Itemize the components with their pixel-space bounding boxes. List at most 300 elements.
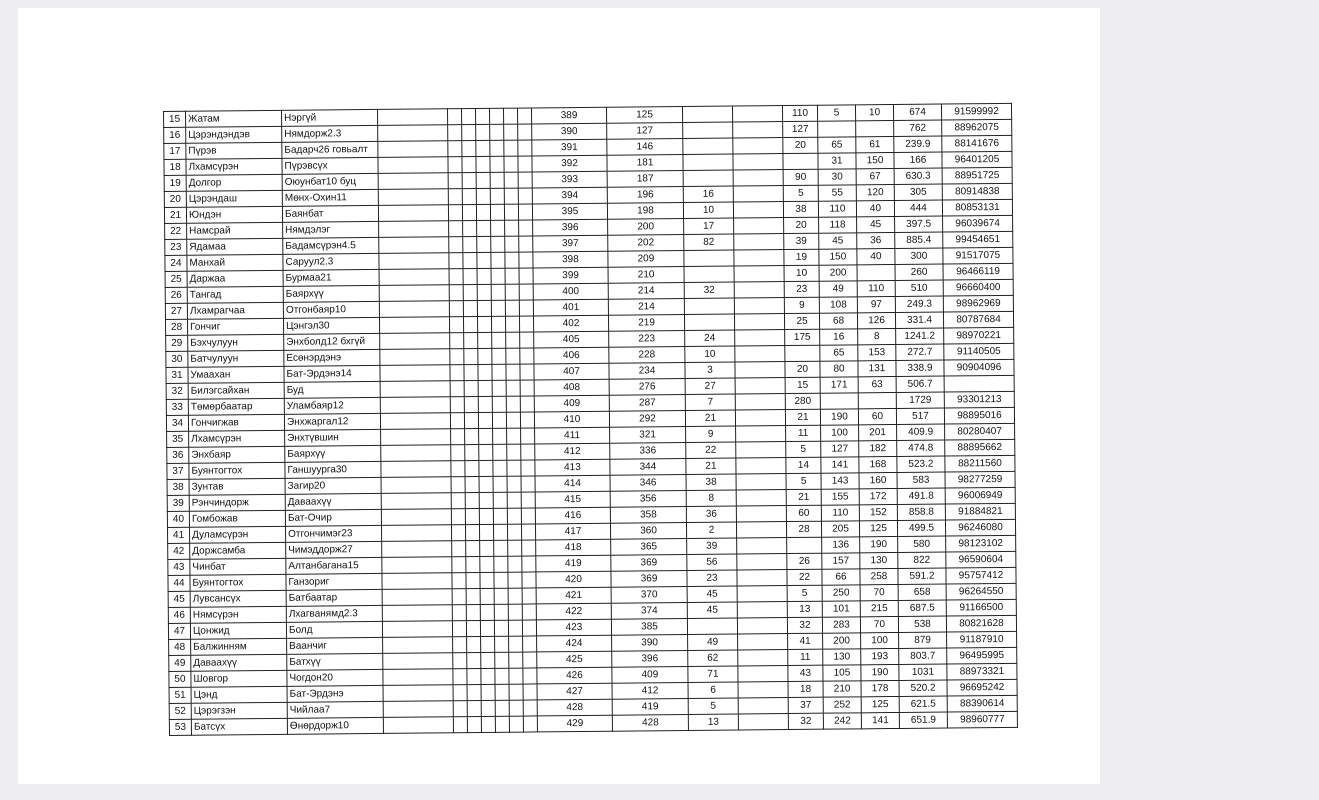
value-e-cell: 136 (822, 537, 860, 553)
empty-cell (462, 172, 476, 188)
father-name-cell: Нэргүй (281, 109, 377, 126)
phone-cell: 88895662 (945, 439, 1015, 456)
empty-cell (453, 685, 467, 701)
empty-cell (383, 701, 453, 718)
empty-cell (523, 636, 537, 652)
empty-cell (492, 364, 506, 380)
value-c-cell: 10 (683, 202, 733, 218)
empty-cell (495, 636, 509, 652)
empty-cell (453, 653, 467, 669)
empty-cell (494, 620, 508, 636)
value-c-cell (682, 106, 732, 122)
value-e-cell: 190 (820, 409, 858, 425)
phone-cell: 91884821 (945, 503, 1015, 520)
value-c-cell: 8 (686, 490, 736, 506)
value-a-cell: 421 (536, 587, 611, 604)
empty-cell (736, 490, 786, 506)
empty-cell (507, 476, 521, 492)
empty-cell (451, 525, 465, 541)
value-g-cell: 409.9 (897, 424, 945, 440)
value-d-cell: 10 (784, 265, 819, 281)
empty-cell (467, 652, 481, 668)
value-e-cell: 157 (822, 553, 860, 569)
value-c-cell: 21 (685, 410, 735, 426)
empty-cell (453, 637, 467, 653)
empty-cell (448, 125, 462, 141)
value-b-cell: 127 (607, 123, 683, 140)
empty-cell (480, 620, 494, 636)
value-g-cell: 658 (898, 584, 946, 600)
empty-cell (475, 108, 489, 124)
value-c-cell: 6 (688, 682, 738, 698)
empty-cell (494, 556, 508, 572)
father-name-cell: Отгончимэг23 (285, 525, 381, 542)
empty-cell (476, 172, 490, 188)
value-a-cell: 410 (534, 411, 609, 428)
value-a-cell: 397 (533, 235, 608, 252)
value-c-cell: 13 (688, 714, 738, 730)
phone-cell: 96401205 (942, 151, 1012, 168)
father-name-cell: Нямдорж2.3 (282, 125, 378, 142)
father-name-cell: Энхтүвшин (285, 429, 381, 446)
row-number-cell: 45 (168, 591, 190, 607)
name-cell: Лхамрагчаа (187, 302, 283, 319)
value-b-cell: 223 (609, 331, 685, 348)
value-g-cell: 1729 (896, 392, 944, 408)
empty-cell (494, 604, 508, 620)
value-e-cell: 141 (821, 457, 859, 473)
empty-cell (449, 285, 463, 301)
value-f-cell: 36 (857, 232, 895, 248)
empty-cell (507, 444, 521, 460)
empty-cell (522, 604, 536, 620)
empty-cell (383, 669, 453, 686)
empty-cell (463, 268, 477, 284)
empty-cell (467, 716, 481, 732)
empty-cell (466, 604, 480, 620)
value-g-cell: 762 (894, 120, 942, 136)
empty-cell (463, 284, 477, 300)
value-g-cell: 491.8 (897, 488, 945, 504)
empty-cell (509, 700, 523, 716)
phone-cell: 80914838 (942, 183, 1012, 200)
phone-cell: 98960777 (947, 711, 1017, 728)
value-c-cell: 49 (688, 634, 738, 650)
empty-cell (504, 140, 518, 156)
empty-cell (521, 492, 535, 508)
value-e-cell: 252 (823, 697, 861, 713)
empty-cell (451, 509, 465, 525)
value-c-cell: 82 (684, 234, 734, 250)
empty-cell (734, 266, 784, 282)
value-b-cell: 385 (611, 618, 687, 635)
empty-cell (379, 253, 449, 270)
empty-cell (519, 236, 533, 252)
empty-cell (479, 524, 493, 540)
value-e-cell: 16 (820, 329, 858, 345)
phone-cell: 99454651 (943, 231, 1013, 248)
value-e-cell (820, 393, 858, 409)
empty-cell (490, 124, 504, 140)
value-b-cell: 419 (612, 698, 688, 715)
empty-cell (494, 572, 508, 588)
empty-cell (732, 106, 782, 122)
empty-cell (495, 652, 509, 668)
empty-cell (448, 157, 462, 173)
empty-cell (476, 204, 490, 220)
value-c-cell: 24 (685, 330, 735, 346)
value-g-cell: 166 (894, 152, 942, 168)
value-b-cell: 344 (610, 458, 686, 475)
value-d-cell: 43 (788, 665, 823, 681)
empty-cell (379, 237, 449, 254)
empty-cell (489, 108, 503, 124)
empty-cell (477, 268, 491, 284)
empty-cell (505, 284, 519, 300)
empty-cell (519, 300, 533, 316)
value-g-cell: 580 (898, 536, 946, 552)
row-number-cell: 34 (166, 415, 188, 431)
value-a-cell: 418 (536, 539, 611, 556)
empty-cell (522, 620, 536, 636)
row-number-cell: 49 (169, 655, 191, 671)
empty-cell (463, 316, 477, 332)
value-g-cell: 510 (895, 280, 943, 296)
value-c-cell (684, 266, 734, 282)
value-a-cell: 419 (536, 555, 611, 572)
value-c-cell: 45 (687, 586, 737, 602)
value-g-cell: 517 (896, 408, 944, 424)
name-cell: Дуламсүрэн (189, 526, 285, 543)
empty-cell (383, 685, 453, 702)
empty-cell (519, 284, 533, 300)
value-c-cell (684, 298, 734, 314)
value-d-cell: 41 (788, 633, 823, 649)
father-name-cell: Баярхүү (283, 285, 379, 302)
empty-cell (522, 540, 536, 556)
value-b-cell: 409 (612, 666, 688, 683)
father-name-cell: Бурмаа21 (283, 269, 379, 286)
empty-cell (508, 588, 522, 604)
value-f-cell: 60 (858, 408, 896, 424)
value-e-cell: 200 (819, 265, 857, 281)
empty-cell (520, 364, 534, 380)
phone-cell: 96695242 (947, 679, 1017, 696)
father-name-cell: Есөнэрдэнэ (284, 349, 380, 366)
empty-cell (450, 381, 464, 397)
father-name-cell: Мөнх-Охин11 (282, 189, 378, 206)
empty-cell (477, 316, 491, 332)
value-f-cell: 110 (857, 280, 895, 296)
row-number-cell: 42 (168, 543, 190, 559)
phone-cell: 96495995 (947, 647, 1017, 664)
father-name-cell: Даваахүү (285, 493, 381, 510)
empty-cell (381, 509, 451, 526)
value-c-cell (683, 138, 733, 154)
value-f-cell: 150 (856, 152, 894, 168)
name-cell: Цэрэгзэн (191, 702, 287, 719)
empty-cell (492, 332, 506, 348)
father-name-cell: Чогдон20 (287, 669, 383, 686)
empty-cell (479, 492, 493, 508)
empty-cell (738, 714, 788, 730)
father-name-cell: Нямдэлэг (283, 221, 379, 238)
empty-cell (734, 298, 784, 314)
row-number-cell: 18 (164, 159, 186, 175)
empty-cell (523, 684, 537, 700)
value-b-cell: 390 (612, 634, 688, 651)
row-number-cell: 48 (169, 639, 191, 655)
empty-cell (379, 269, 449, 286)
value-e-cell: 127 (821, 441, 859, 457)
father-name-cell: Чийлаа7 (287, 701, 383, 718)
empty-cell (481, 716, 495, 732)
empty-cell (517, 108, 531, 124)
value-f-cell: 120 (856, 184, 894, 200)
empty-cell (380, 381, 450, 398)
empty-cell (493, 508, 507, 524)
empty-cell (449, 237, 463, 253)
empty-cell (733, 122, 783, 138)
value-b-cell: 374 (611, 602, 687, 619)
value-f-cell: 67 (856, 168, 894, 184)
value-a-cell: 416 (535, 507, 610, 524)
value-g-cell: 583 (897, 472, 945, 488)
row-number-cell: 17 (164, 143, 186, 159)
value-f-cell: 160 (859, 472, 897, 488)
value-b-cell: 287 (609, 394, 685, 411)
phone-cell: 88962075 (942, 119, 1012, 136)
value-f-cell: 125 (861, 696, 899, 712)
name-cell: Буянтогтох (190, 574, 286, 591)
row-number-cell: 50 (169, 671, 191, 687)
value-a-cell: 422 (536, 603, 611, 620)
row-number-cell: 43 (168, 559, 190, 575)
empty-cell (380, 349, 450, 366)
value-d-cell: 11 (788, 649, 823, 665)
empty-cell (448, 205, 462, 221)
name-cell: Даваахүү (191, 654, 287, 671)
value-a-cell: 392 (532, 155, 607, 172)
empty-cell (490, 188, 504, 204)
empty-cell (518, 140, 532, 156)
empty-cell (481, 652, 495, 668)
row-number-cell: 33 (166, 399, 188, 415)
empty-cell (383, 653, 453, 670)
empty-cell (736, 426, 786, 442)
value-e-cell: 143 (821, 473, 859, 489)
value-f-cell: 61 (856, 136, 894, 152)
father-name-cell: Баярхүү (285, 445, 381, 462)
phone-cell: 90904096 (944, 359, 1014, 376)
empty-cell (522, 556, 536, 572)
value-e-cell: 171 (820, 377, 858, 393)
value-c-cell: 32 (684, 282, 734, 298)
value-g-cell: 331.4 (895, 312, 943, 328)
empty-cell (382, 541, 452, 558)
empty-cell (736, 474, 786, 490)
value-g-cell: 474.8 (897, 440, 945, 456)
value-a-cell: 420 (536, 571, 611, 588)
value-e-cell: 105 (823, 665, 861, 681)
phone-cell: 96466119 (943, 263, 1013, 280)
value-e-cell (818, 121, 856, 137)
value-a-cell: 395 (532, 203, 607, 220)
row-number-cell: 31 (166, 367, 188, 383)
phone-cell: 96590604 (946, 551, 1016, 568)
value-b-cell: 428 (612, 714, 688, 731)
value-f-cell: 97 (857, 296, 895, 312)
empty-cell (381, 493, 451, 510)
name-cell: Даржаа (187, 270, 283, 287)
value-g-cell: 687.5 (898, 600, 946, 616)
father-name-cell: Батхүү (287, 653, 383, 670)
father-name-cell: Бат-Эрдэнэ14 (284, 365, 380, 382)
empty-cell (451, 493, 465, 509)
empty-cell (452, 541, 466, 557)
empty-cell (492, 380, 506, 396)
name-cell: Рэнчиндорж (189, 494, 285, 511)
empty-cell (464, 332, 478, 348)
value-e-cell: 30 (818, 169, 856, 185)
value-a-cell: 423 (536, 619, 611, 636)
empty-cell (734, 234, 784, 250)
value-d-cell: 26 (787, 553, 822, 569)
empty-cell (463, 252, 477, 268)
name-cell: Доржсамба (190, 542, 286, 559)
value-a-cell: 427 (537, 683, 612, 700)
phone-cell: 98970221 (944, 327, 1014, 344)
name-cell: Намсрай (187, 222, 283, 239)
value-e-cell: 65 (820, 345, 858, 361)
value-b-cell: 365 (611, 538, 687, 555)
father-name-cell: Загир20 (285, 477, 381, 494)
value-d-cell: 90 (783, 169, 818, 185)
empty-cell (479, 476, 493, 492)
empty-cell (495, 684, 509, 700)
empty-cell (492, 348, 506, 364)
empty-cell (518, 172, 532, 188)
empty-cell (494, 588, 508, 604)
empty-cell (481, 668, 495, 684)
value-a-cell: 396 (533, 219, 608, 236)
empty-cell (518, 156, 532, 172)
value-e-cell: 108 (819, 297, 857, 313)
empty-cell (479, 428, 493, 444)
phone-cell: 88211560 (945, 455, 1015, 472)
empty-cell (450, 413, 464, 429)
name-cell: Лхамсүрэн (189, 430, 285, 447)
empty-cell (505, 220, 519, 236)
row-number-cell: 26 (165, 287, 187, 303)
empty-cell (733, 186, 783, 202)
value-f-cell: 8 (858, 328, 896, 344)
row-number-cell: 47 (168, 623, 190, 639)
value-a-cell: 391 (532, 139, 607, 156)
empty-cell (478, 396, 492, 412)
empty-cell (735, 346, 785, 362)
value-c-cell (684, 250, 734, 266)
empty-cell (738, 682, 788, 698)
empty-cell (506, 396, 520, 412)
value-a-cell: 394 (532, 187, 607, 204)
value-d-cell (787, 537, 822, 553)
value-g-cell: 239.9 (894, 136, 942, 152)
phone-cell: 80821628 (946, 615, 1016, 632)
value-d-cell: 32 (788, 713, 823, 729)
father-name-cell: Энхболд12 бхгүй (284, 333, 380, 350)
value-f-cell: 131 (858, 360, 896, 376)
name-cell: Цэнд (191, 686, 287, 703)
value-a-cell: 398 (533, 251, 608, 268)
phone-cell: 96006949 (945, 487, 1015, 504)
row-number-cell: 37 (167, 463, 189, 479)
row-number-cell: 40 (167, 511, 189, 527)
name-cell: Гомбожав (189, 510, 285, 527)
row-number-cell: 21 (164, 207, 186, 223)
empty-cell (478, 348, 492, 364)
empty-cell (466, 556, 480, 572)
value-e-cell: 45 (819, 233, 857, 249)
row-number-cell: 23 (165, 239, 187, 255)
empty-cell (480, 572, 494, 588)
value-b-cell: 214 (608, 283, 684, 300)
row-number-cell: 25 (165, 271, 187, 287)
empty-cell (450, 365, 464, 381)
value-a-cell: 412 (535, 443, 610, 460)
value-e-cell: 49 (819, 281, 857, 297)
row-number-cell: 41 (167, 527, 189, 543)
value-c-cell (684, 314, 734, 330)
empty-cell (451, 429, 465, 445)
value-a-cell: 415 (535, 491, 610, 508)
value-b-cell: 198 (607, 203, 683, 220)
empty-cell (477, 236, 491, 252)
row-number-cell: 38 (167, 479, 189, 495)
name-cell: Билэгсайхан (188, 382, 284, 399)
empty-cell (450, 397, 464, 413)
empty-cell (453, 717, 467, 733)
empty-cell (447, 109, 461, 125)
empty-cell (520, 380, 534, 396)
empty-cell (477, 252, 491, 268)
value-a-cell: 406 (534, 347, 609, 364)
name-cell: Чинбат (190, 558, 286, 575)
row-number-cell: 39 (167, 495, 189, 511)
value-d-cell: 9 (784, 297, 819, 313)
value-b-cell: 358 (610, 506, 686, 523)
empty-cell (465, 428, 479, 444)
empty-cell (518, 124, 532, 140)
empty-cell (733, 202, 783, 218)
empty-cell (508, 604, 522, 620)
value-c-cell: 3 (685, 362, 735, 378)
row-number-cell: 36 (167, 447, 189, 463)
value-d-cell: 37 (788, 697, 823, 713)
row-number-cell: 52 (169, 703, 191, 719)
phone-cell: 96246080 (945, 519, 1015, 536)
value-a-cell: 426 (537, 667, 612, 684)
value-a-cell: 399 (533, 267, 608, 284)
value-d-cell: 21 (786, 489, 821, 505)
scanned-page (18, 8, 1100, 784)
name-cell: Долгор (186, 174, 282, 191)
value-f-cell: 258 (860, 568, 898, 584)
empty-cell (449, 269, 463, 285)
empty-cell (379, 301, 449, 318)
empty-cell (505, 252, 519, 268)
value-g-cell: 338.9 (896, 360, 944, 376)
